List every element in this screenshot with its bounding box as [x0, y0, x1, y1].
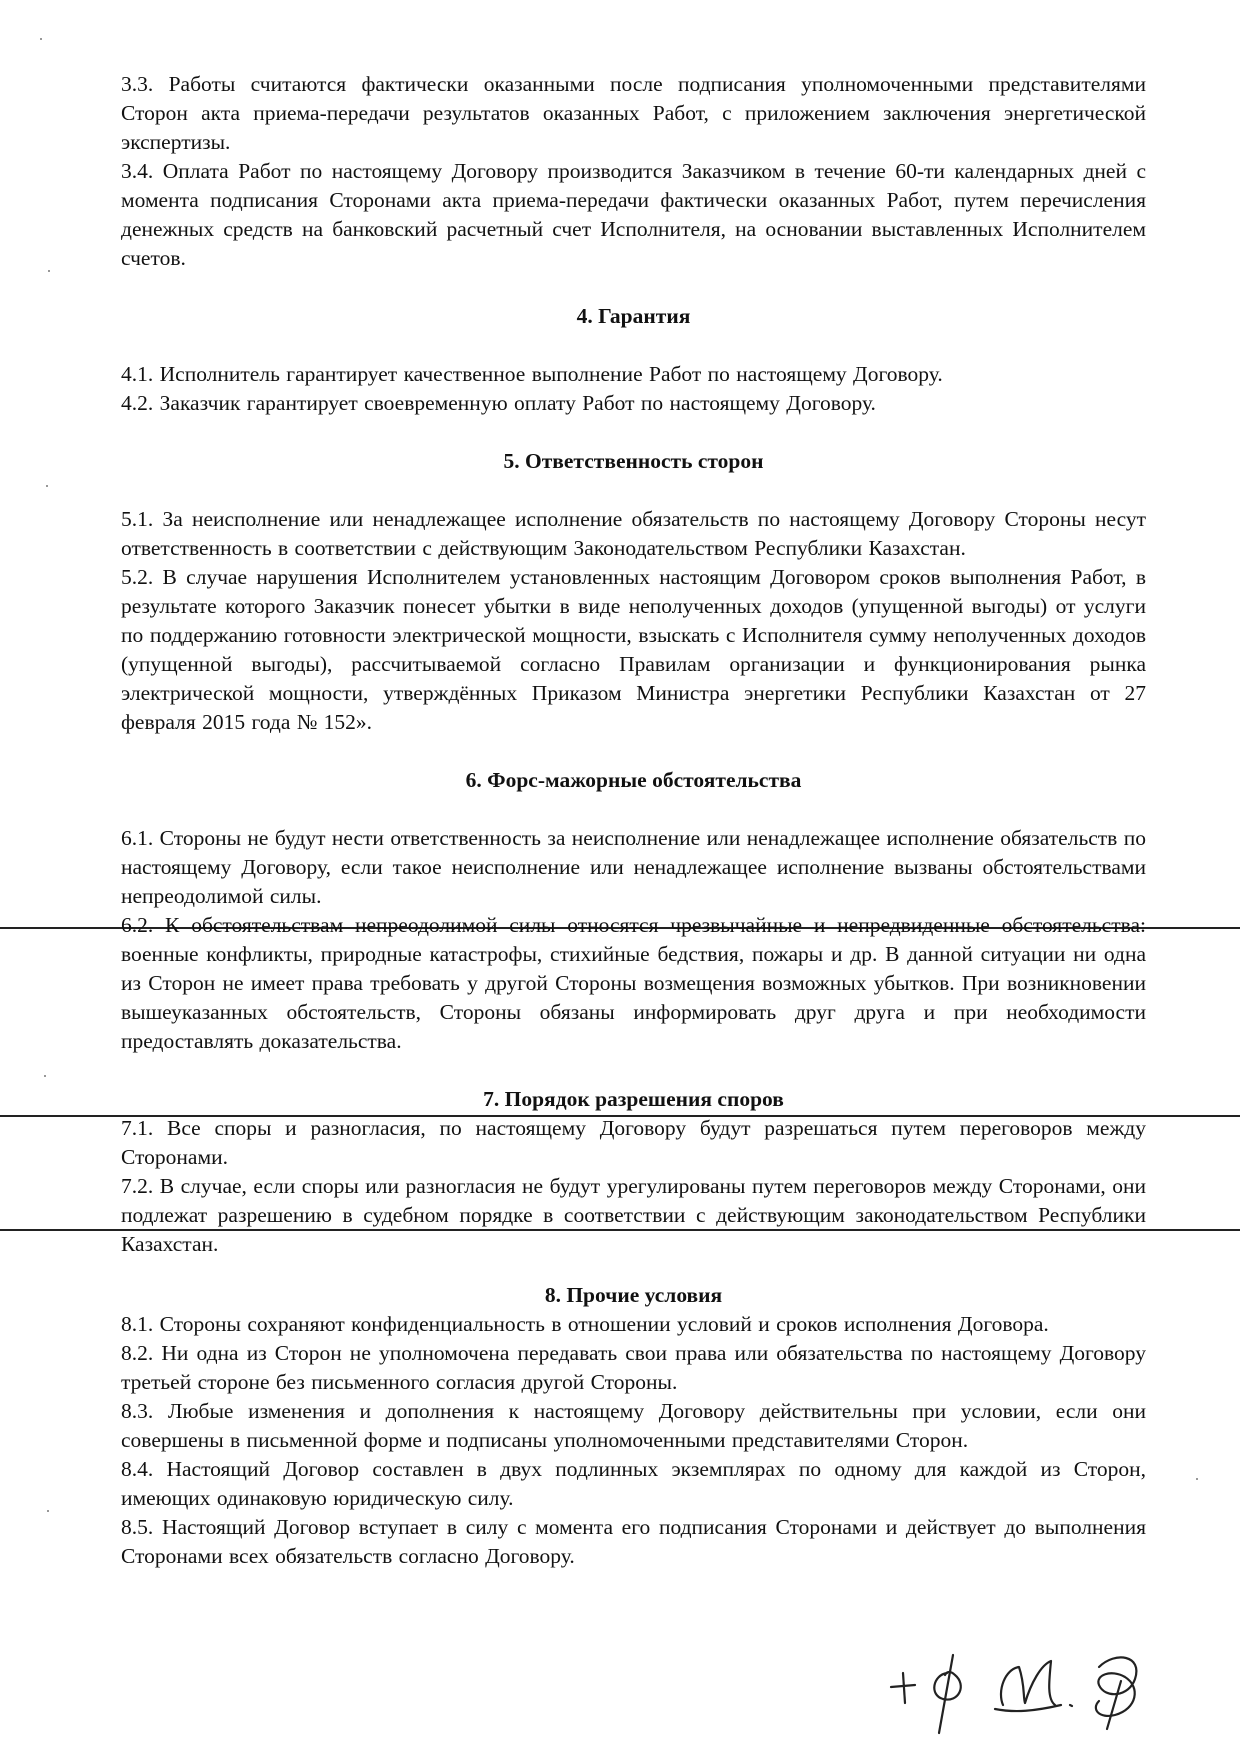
- clause-7-1: 7.1. Все споры и разногласия, по настоящему Договору будут разрешаться путем переговоров между Сторонами.: [121, 1116, 1146, 1169]
- scan-speck: [40, 38, 42, 40]
- section-6-heading: 6. Форс-мажорные обстоятельства: [465, 768, 802, 792]
- section-4-heading: 4. Гарантия: [576, 304, 691, 328]
- clause-6-1: 6.1. Стороны не будут нести ответственность за неисполнение или ненадлежащее исполнение обязательств по настоящему Договору, если такое неисполнение или ненадлежащее исполнение вызваны обстоятельствами непреодолимой силы.: [121, 826, 1146, 908]
- clause-8-4: 8.4. Настоящий Договор составлен в двух подлинных экземплярах по одному для каждой из Сторон, имеющих одинаковую юридическую силу.: [121, 1457, 1146, 1510]
- scan-speck: [1196, 1478, 1198, 1480]
- scan-speck: [47, 1510, 49, 1512]
- section-5-heading: 5. Ответственность сторон: [503, 449, 764, 473]
- clause-3-3: 3.3. Работы считаются фактически оказанными после подписания уполномоченными представителями Сторон акта приема-передачи результатов оказанных Работ, с приложением заключения энергетической экспертизы.: [121, 72, 1146, 154]
- clause-8-2: 8.2. Ни одна из Сторон не уполномочена передавать свои права или обязательства по настоящему Договору третьей стороне без письменного согласия другой Стороны.: [121, 1341, 1146, 1394]
- scan-speck: [44, 1075, 46, 1077]
- clause-4-1: 4.1. Исполнитель гарантирует качественное выполнение Работ по настоящему Договору.: [121, 362, 943, 386]
- clause-8-1: 8.1. Стороны сохраняют конфиденциальность в отношении условий и сроков исполнения Договора.: [121, 1312, 1049, 1336]
- clause-5-2: 5.2. В случае нарушения Исполнителем установленных настоящим Договором сроков выполнения Работ, в результате которого Заказчик понесет убытки в виде неполученных доходов (упущенной выгоды) от услуги по поддержанию готовности электрической мощности, взыскать с Исполнителя сумму неполученных доходов (упущенной выгоды), рассчитываемой согласно Правилам организации и функционирования рынка электрической мощности, утверждённых Приказом Министра энергетики Республики Казахстан от 27 февраля 2015 года № 152».: [121, 565, 1146, 734]
- scan-speck: [46, 485, 48, 487]
- clause-6-2: 6.2. К обстоятельствам непреодолимой силы относятся чрезвычайные и непредвиденные обстоятельства: военные конфликты, природные катастрофы, стихийные бедствия, пожары и др. В данной ситуации ни одна из Сторон не имеет права требовать у другой Стороны возмещения возможных убытков. При возникновении вышеуказанных обстоятельств, Стороны обязаны информировать друг друга и при необходимости предоставлять доказательства.: [121, 913, 1146, 1053]
- handwritten-signature-icon: [885, 1625, 1175, 1740]
- clause-5-1: 5.1. За неисполнение или ненадлежащее исполнение обязательств по настоящему Договору Стороны несут ответственность в соответствии с действующим Законодательством Республики Казахстан.: [121, 507, 1146, 560]
- section-7-heading: 7. Порядок разрешения споров: [483, 1087, 784, 1111]
- document-page: [121, 70, 1146, 1571]
- clause-8-5: 8.5. Настоящий Договор вступает в силу с момента его подписания Сторонами и действует до выполнения Сторонами всех обязательств согласно Договору.: [121, 1515, 1146, 1568]
- section-8-heading: 8. Прочие условия: [544, 1283, 723, 1307]
- clause-7-2: 7.2. В случае, если споры или разногласия не будут урегулированы путем переговоров между Сторонами, они подлежат разрешению в судебном порядке в соответствии с действующим законодательством Республики Казахстан.: [121, 1174, 1146, 1256]
- clause-3-4: 3.4. Оплата Работ по настоящему Договору производится Заказчиком в течение 60-ти календарных дней с момента подписания Сторонами акта приема-передачи фактически оказанных Работ, путем перечисления денежных средств на банковский расчетный счет Исполнителя, на основании выставленных Исполнителем счетов.: [121, 159, 1146, 270]
- clause-4-2: 4.2. Заказчик гарантирует своевременную оплату Работ по настоящему Договору.: [121, 391, 876, 415]
- scan-speck: [48, 270, 50, 272]
- clause-8-3: 8.3. Любые изменения и дополнения к настоящему Договору действительны при условии, если они совершены в письменной форме и подписаны уполномоченными представителями Сторон.: [121, 1399, 1146, 1452]
